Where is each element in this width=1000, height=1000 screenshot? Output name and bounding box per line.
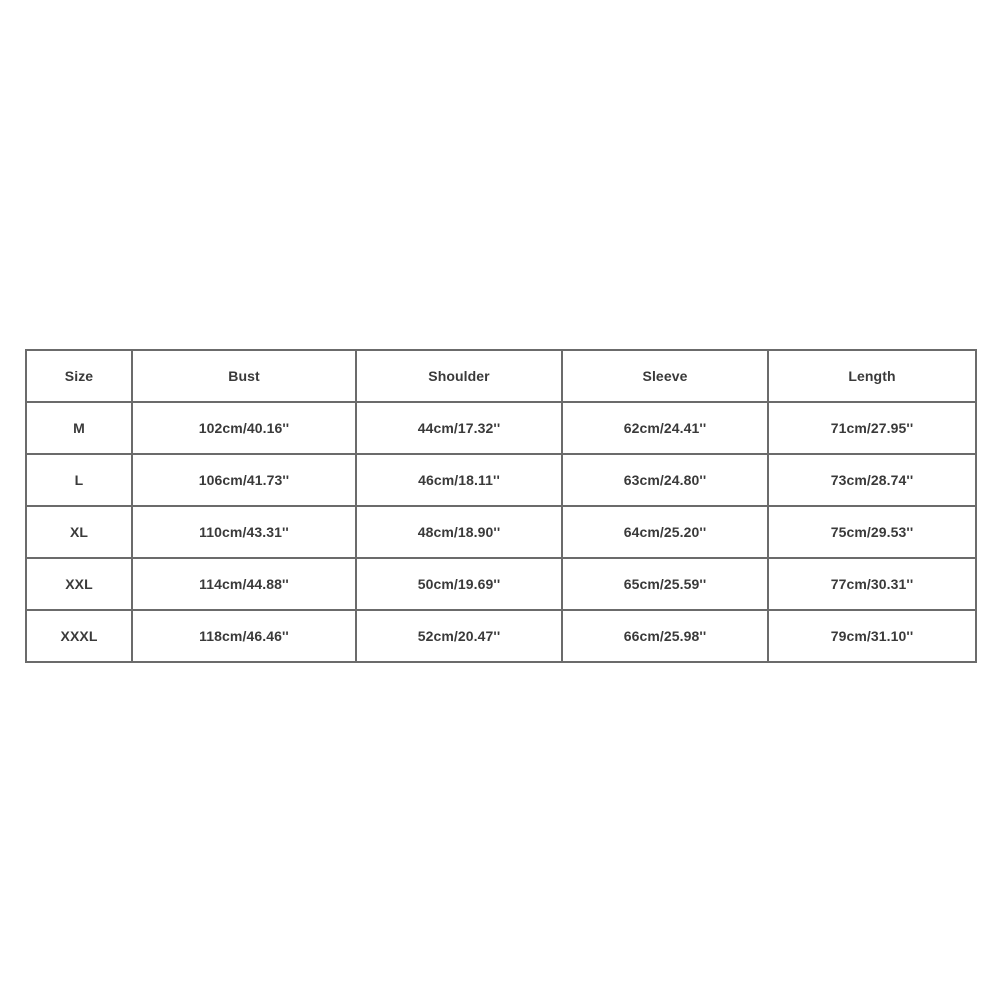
cell-bust: 106cm/41.73'' bbox=[132, 454, 356, 506]
cell-sleeve: 64cm/25.20'' bbox=[562, 506, 768, 558]
header-sleeve: Sleeve bbox=[562, 350, 768, 402]
cell-length: 79cm/31.10'' bbox=[768, 610, 976, 662]
cell-length: 73cm/28.74'' bbox=[768, 454, 976, 506]
header-size: Size bbox=[26, 350, 132, 402]
cell-size: L bbox=[26, 454, 132, 506]
cell-size: XXL bbox=[26, 558, 132, 610]
header-bust: Bust bbox=[132, 350, 356, 402]
size-chart-table bbox=[25, 349, 977, 663]
cell-sleeve: 66cm/25.98'' bbox=[562, 610, 768, 662]
cell-bust: 114cm/44.88'' bbox=[132, 558, 356, 610]
cell-shoulder: 48cm/18.90'' bbox=[356, 506, 562, 558]
cell-length: 77cm/30.31'' bbox=[768, 558, 976, 610]
table-row bbox=[26, 402, 976, 454]
table-row bbox=[26, 506, 976, 558]
cell-length: 75cm/29.53'' bbox=[768, 506, 976, 558]
table-row bbox=[26, 558, 976, 610]
cell-bust: 118cm/46.46'' bbox=[132, 610, 356, 662]
table-header bbox=[26, 350, 976, 402]
table-body bbox=[26, 402, 976, 662]
cell-sleeve: 62cm/24.41'' bbox=[562, 402, 768, 454]
cell-size: XL bbox=[26, 506, 132, 558]
cell-bust: 110cm/43.31'' bbox=[132, 506, 356, 558]
header-length: Length bbox=[768, 350, 976, 402]
cell-sleeve: 65cm/25.59'' bbox=[562, 558, 768, 610]
cell-shoulder: 46cm/18.11'' bbox=[356, 454, 562, 506]
cell-shoulder: 44cm/17.32'' bbox=[356, 402, 562, 454]
cell-bust: 102cm/40.16'' bbox=[132, 402, 356, 454]
cell-shoulder: 50cm/19.69'' bbox=[356, 558, 562, 610]
cell-shoulder: 52cm/20.47'' bbox=[356, 610, 562, 662]
header-row bbox=[26, 350, 976, 402]
cell-size: XXXL bbox=[26, 610, 132, 662]
cell-length: 71cm/27.95'' bbox=[768, 402, 976, 454]
cell-sleeve: 63cm/24.80'' bbox=[562, 454, 768, 506]
cell-size: M bbox=[26, 402, 132, 454]
table-row bbox=[26, 454, 976, 506]
table-row bbox=[26, 610, 976, 662]
header-shoulder: Shoulder bbox=[356, 350, 562, 402]
